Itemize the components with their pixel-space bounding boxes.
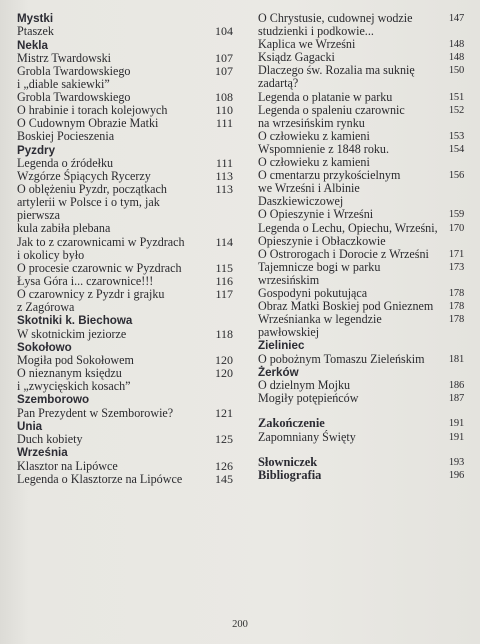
entry-title: [258, 208, 442, 221]
entry-page-number: 156: [448, 170, 464, 182]
entry-title-line: Mogiły potępieńców: [258, 391, 359, 406]
entry-title: [258, 64, 442, 90]
entry-title: [258, 104, 442, 130]
entry-title-line: Kaplica we Wrześni: [258, 37, 356, 52]
toc-entry: [258, 12, 464, 38]
section-heading-text: Szemborowo: [17, 393, 90, 407]
entry-title: [17, 275, 203, 288]
section-heading-bibliografia: [258, 469, 464, 482]
toc-entry: [17, 328, 233, 341]
section-heading-nekla: [17, 39, 233, 52]
entry-title: [17, 460, 203, 473]
toc-entry: [17, 367, 233, 393]
entry-page-number: 191: [448, 418, 464, 430]
entry-page-number: 114: [215, 234, 233, 249]
entry-page-number: 150: [448, 65, 464, 77]
section-heading-text: Zakończenie: [258, 416, 325, 431]
entry-page-number: 159: [448, 209, 464, 221]
toc-entry: [17, 288, 233, 314]
entry-title-line: Mogiła pod Sokołowem: [17, 353, 134, 367]
toc-entry: [17, 275, 233, 288]
entry-title-line: Gospodyni pokutująca: [258, 285, 368, 300]
entry-title: [17, 407, 203, 420]
toc-entry: [258, 392, 464, 405]
entry-page-number: 187: [448, 393, 464, 405]
entry-page-number: 171: [448, 248, 464, 260]
entry-page-number: 153: [448, 130, 464, 142]
entry-page-number: 181: [448, 353, 464, 365]
entry-title-line: Ptaszek: [17, 24, 54, 39]
section-heading-text: Bibliografia: [258, 468, 322, 483]
page-number-footer: 200: [232, 619, 248, 630]
entry-page-number: 147: [448, 13, 464, 24]
toc-entry: [17, 183, 233, 235]
entry-page-number: 154: [448, 143, 464, 155]
entry-page-number: 178: [448, 314, 464, 326]
entry-title-line: wrzesińskim: [258, 272, 320, 287]
entry-page-number: 113: [215, 169, 233, 184]
entry-title: [17, 473, 203, 486]
entry-title-line: Ksiądz Gagacki: [258, 50, 335, 65]
section-heading-skotniki-k-biechowa: [17, 314, 233, 327]
toc-entry: [17, 460, 233, 473]
entry-page-number: 126: [215, 458, 233, 473]
entry-page-number: 196: [448, 470, 464, 482]
entry-title-line: Legenda o platanie w parku: [258, 89, 393, 104]
entry-page-number: 107: [215, 50, 233, 65]
entry-title-line: O pobożnym Tomaszu Zieleńskim: [258, 351, 425, 366]
toc-entry: [258, 248, 464, 261]
entry-title: [17, 288, 203, 314]
toc-left-column: [17, 12, 233, 486]
entry-page-number: 186: [448, 380, 464, 392]
entry-title-line: Legenda o źródełku: [17, 155, 114, 170]
toc-entry: [258, 208, 464, 221]
section-heading-zieliniec: [258, 339, 464, 352]
entry-title-line: Daszkiewiczowej: [258, 194, 344, 209]
toc-entry: [17, 117, 233, 143]
entry-page-number: 115: [215, 260, 233, 275]
entry-title-line: O czarownicy z Pyzdr i grajku: [17, 286, 165, 301]
entry-page-number: 116: [215, 273, 233, 288]
entry-title-line: O Opieszynie i Wrześni: [258, 207, 374, 222]
section-heading-text: Nekla: [17, 38, 48, 52]
entry-title-line: studzienki i podkowie...: [258, 24, 374, 39]
entry-page-number: 120: [215, 366, 233, 381]
entry-title-line: O człowieku z kamieni: [258, 128, 370, 143]
toc-entry: [258, 222, 464, 248]
toc-entry: [258, 261, 464, 287]
section-heading-szemborowo: [17, 393, 233, 406]
entry-title: [258, 12, 442, 38]
toc-entry: [17, 25, 233, 38]
section-heading-wrzesnia: [17, 446, 233, 459]
entry-page-number: 173: [448, 261, 464, 273]
section-heading-sokolowo: [17, 341, 233, 354]
entry-title-line: Wspomnienie z 1848 roku.: [258, 141, 389, 156]
entry-title-line: Klasztor na Lipówce: [17, 458, 118, 473]
section-heading-zakonczenie: [258, 417, 464, 430]
entry-title-line: Grobla Twardowskiego: [17, 90, 131, 105]
toc-entry: [17, 262, 233, 275]
entry-title: [17, 183, 203, 235]
entry-title-line: kula zabiła plebana: [17, 221, 111, 236]
section-heading-slowniczek: [258, 456, 464, 469]
toc-entry: [258, 91, 464, 104]
entry-title-line: i „diable sakiewki”: [17, 77, 110, 92]
entry-title-line: O nieznanym księdzu: [17, 366, 122, 381]
entry-page-number: 117: [215, 286, 233, 301]
entry-title-line: Zapomniany Święty: [258, 429, 356, 444]
entry-title: [258, 353, 442, 366]
section-heading-text: Pyzdry: [17, 143, 56, 157]
section-heading-text: Września: [17, 446, 68, 460]
entry-title-line: O Cudownym Obrazie Matki: [17, 116, 159, 131]
entry-title-line: O hrabinie i torach kolejowych: [17, 103, 168, 118]
entry-title-line: i okolicy było: [17, 247, 85, 262]
section-heading-text: Mystki: [17, 12, 54, 25]
entry-title-line: Grobla Twardowskiego: [17, 64, 131, 78]
section-heading-text: Skotniki k. Biechowa: [17, 314, 133, 328]
toc-entry: [258, 353, 464, 366]
entry-page-number: 151: [448, 91, 464, 103]
entry-page-number: 178: [448, 287, 464, 299]
entry-page-number: 148: [448, 52, 464, 64]
toc-right-column: [258, 12, 464, 483]
toc-entry: [258, 130, 464, 143]
entry-title-line: Legenda o spaleniu czarownic: [258, 102, 405, 117]
entry-title: [258, 91, 442, 104]
entry-page-number: 121: [215, 405, 233, 420]
entry-title: [17, 433, 203, 446]
entry-page-number: 152: [448, 104, 464, 116]
entry-title: [17, 25, 203, 38]
entry-title-line: i „zwycięskich kosach”: [17, 379, 131, 394]
section-heading-unia: [17, 420, 233, 433]
entry-title-line: O Ostrorogach i Dorocie z Wrześni: [258, 246, 429, 261]
entry-title-line: z Zagórowa: [17, 300, 75, 314]
entry-title-line: artylerii w Polsce i o tym, jak pierwsza: [17, 195, 160, 223]
entry-title-line: Legenda o Lechu, Opiechu, Wrześni,: [258, 220, 438, 235]
entry-title-line: Mistrz Twardowski: [17, 50, 111, 65]
toc-entry: [258, 64, 464, 90]
entry-title-line: Wrześnianka w legendzie: [258, 312, 382, 327]
section-heading-text: Unia: [17, 419, 43, 433]
entry-title-line: O człowieku z kamieni: [258, 155, 370, 170]
entry-title-line: O dzielnym Mojku: [258, 378, 351, 393]
entry-page-number: 110: [215, 103, 233, 118]
entry-title-line: O cmentarzu przykościelnym: [258, 168, 401, 183]
entry-title: [258, 169, 442, 208]
entry-title: [258, 261, 442, 287]
entry-title-line: Legenda o Klasztorze na Lipówce: [17, 471, 183, 486]
entry-page-number: 148: [448, 39, 464, 51]
entry-title: [17, 328, 203, 341]
entry-title: [258, 222, 442, 248]
entry-page-number: 104: [215, 24, 233, 39]
entry-title: [258, 313, 442, 339]
entry-title-line: Boskiej Pocieszenia: [17, 129, 115, 144]
entry-page-number: 108: [215, 90, 233, 105]
entry-title-line: O Chrystusie, cudownej wodzie: [258, 11, 413, 25]
section-heading-text: Żerków: [258, 365, 299, 379]
entry-page-number: 120: [215, 353, 233, 367]
entry-title-line: Obraz Matki Boskiej pod Gnieznem: [258, 299, 434, 314]
toc-entry: [17, 433, 233, 446]
toc-entry: [17, 236, 233, 262]
entry-title: [17, 367, 203, 393]
entry-title: [17, 236, 203, 262]
entry-page-number: 125: [215, 432, 233, 447]
entry-title: [17, 262, 203, 275]
entry-title-line: Jak to z czarownicami w Pyzdrach: [17, 234, 185, 249]
entry-page-number: 111: [215, 155, 233, 170]
toc-entry: [258, 104, 464, 130]
section-heading-text: Słowniczek: [258, 454, 318, 469]
entry-title-line: Duch kobiety: [17, 432, 83, 447]
section-heading-mystki: [17, 12, 233, 25]
entry-title-line: W skotnickim jeziorze: [17, 326, 127, 341]
entry-page-number: 145: [215, 471, 233, 486]
entry-page-number: 107: [215, 64, 233, 78]
entry-title-line: O oblężeniu Pyzdr, początkach: [17, 182, 167, 197]
entry-page-number: 193: [448, 456, 464, 468]
entry-title: [258, 431, 442, 444]
entry-page-number: 111: [215, 116, 233, 131]
entry-title-line: Tajemnicze bogi w parku: [258, 259, 381, 274]
entry-title-line: Dlaczego św. Rozalia ma suknię: [258, 63, 415, 78]
entry-page-number: 118: [215, 326, 233, 341]
section-heading-pyzdry: [17, 144, 233, 157]
entry-title: [258, 392, 442, 405]
entry-title-line: O procesie czarownic w Pyzdrach: [17, 260, 182, 275]
toc-entry: [17, 473, 233, 486]
toc-entry: [258, 169, 464, 208]
section-heading-text: Sokołowo: [17, 340, 72, 354]
entry-title: [258, 248, 442, 261]
entry-title-line: na wrzesińskim rynku: [258, 115, 365, 130]
entry-page-number: 191: [448, 431, 464, 443]
toc-entry: [258, 313, 464, 339]
entry-page-number: 178: [448, 301, 464, 313]
toc-entry: [258, 431, 464, 444]
toc-entry: [17, 407, 233, 420]
entry-title-line: we Wrześni i Albinie: [258, 181, 360, 196]
entry-title: [17, 117, 203, 143]
entry-title-line: Pan Prezydent w Szemborowie?: [17, 405, 174, 420]
entry-title-line: Łysa Góra i... czarownice!!!: [17, 273, 154, 288]
entry-title-line: zadartą?: [258, 76, 299, 91]
entry-title-line: Wzgórze Śpiących Rycerzy: [17, 169, 151, 184]
entry-page-number: 113: [215, 182, 233, 197]
section-heading-zerkow: [258, 366, 464, 379]
entry-title: [258, 130, 442, 143]
section-heading-text: Zieliniec: [258, 339, 305, 353]
entry-title-line: pawłowskiej: [258, 325, 320, 340]
entry-title-line: Opieszynie i Obłaczkowie: [258, 233, 386, 248]
entry-page-number: 170: [448, 222, 464, 234]
